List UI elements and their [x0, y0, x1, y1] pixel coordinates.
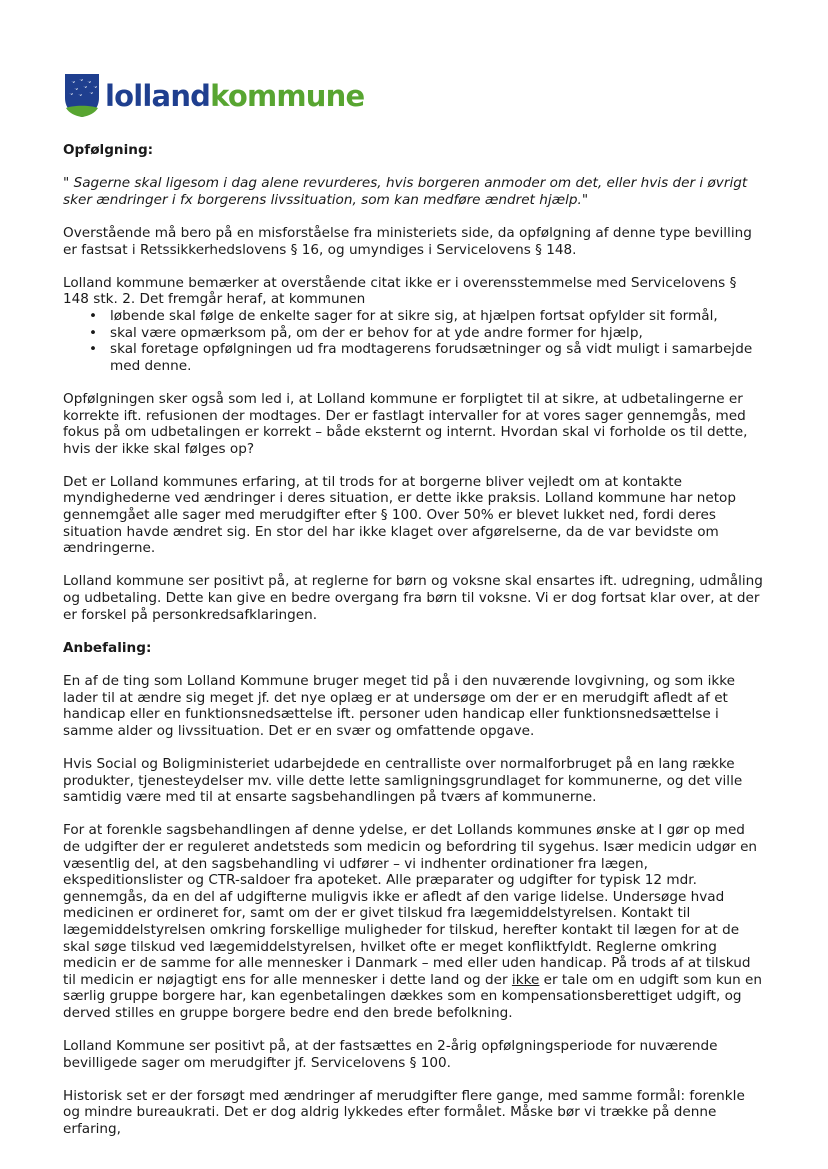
- text-run: er tale om en udgift som kun en særlig gruppe borgere har, kan egenbetalingen dækkes som en kompensationsberettiget udgift, og derved stilles en gruppe borgere bedre end den brede befolkning.: [63, 971, 763, 1021]
- paragraph: [63, 822, 765, 1021]
- heading-opfolgning: Opfølgning:: [63, 142, 154, 158]
- paragraph: Lolland kommune bemærker at overstående citat ikke er i overensstemmelse med Servicelovens § 148 stk. 2. Det fremgår heraf, at kommunen: [63, 274, 737, 308]
- paragraph: Hvis Social og Boligministeriet udarbejdede en centralliste over normalforbruget på en lang række produkter, tjenesteydelser mv. ville dette lette samligningsgrundlaget for kommunerne, og det ville samtidig være med til at ensarte sagsbehandlingen på tværs af kommunerne.: [63, 755, 743, 806]
- list-item: • skal foretage opfølgningen ud fra modtagerens forudsætninger og så vidt muligt i samarbejde med denne.: [110, 341, 765, 374]
- paragraph: Opfølgningen sker også som led i, at Lolland kommune er forpligtet til at sikre, at udbetalingerne er korrekte ift. refusionen der modtages. Der er fastlagt intervaller for at vores sager gennemgås, med fokus på om udbetalingen er korrekt – både eksternt og internt. Hvordan skal vi forholde os til dette, hvis der ikke skal følges op?: [63, 390, 748, 457]
- paragraph: Lolland Kommune ser positivt på, at der fastsættes en 2-årig opfølgningsperiode for nuværende bevilligede sager om merudgifter jf. Servicelovens § 100.: [63, 1038, 718, 1071]
- paragraph: Overstående må bero på en misforståelse fra ministeriets side, da opfølgning af denne type bevilling er fastsat i Retssikkerhedslovens § 16, og umyndiges i Servicelovens § 148.: [63, 224, 752, 258]
- paragraph: En af de ting som Lolland Kommune bruger meget tid på i den nuværende lovgivning, og som ikke lader til at ændre sig meget jf. det nye oplæg er at undersøge om der er en merudgift afledt af et handicap eller en funktionsnedsættelse ift. personer uden handicap eller funktionsnedsættelse i samme alder og livssituation. Det er en svær og omfattende opgave.: [63, 673, 736, 739]
- lolland-kommune-logo: [63, 72, 364, 118]
- logo-word-lolland: lolland: [105, 79, 211, 113]
- paragraph-with-list: [63, 275, 765, 375]
- logo-wordmark: [105, 79, 364, 113]
- text-run: For at forenkle sagsbehandlingen af denne ydelse, er det Lollands kommunes ønske at I gør op med de udgifter der er reguleret andetsteds som medicin og befordring til sygehus. Især medicin udgør en væsentlig del, at den sagsbehandling vi udfører – vi indhenter ordinationer fra lægen, ekspeditionslister og CTR-saldoer fra apoteket. Alle præparater og udgifter for typisk 12 mdr. gennemgås, da en del af udgifterne muligvis ikke er afledt af den varige lidelse. Undersøge hvad medicinen er ordineret for, samt om der er givet tilskud fra lægemiddelstyrelsen. Kontakt til lægemiddelstyrelsen omkring forskellige muligheder for tilskud, herefter kontakt til lægen for at de skal søge tilskud ved lægemiddelstyrelsen, hvilket ofte er meget konfliktfyldt. Reglerne omkring medicin er de samme for alle mennesker i Danmark – med eller uden handicap. På trods af at tilskud til medicin er nøjagtigt ens for alle mennesker i dette land og der: [63, 822, 758, 988]
- heading-anbefaling: Anbefaling:: [63, 639, 152, 656]
- bullet-list: [63, 308, 765, 374]
- list-item: • skal være opmærksom på, om der er behov for at yde andre former for hjælp,: [110, 325, 765, 342]
- paragraph: Det er Lolland kommunes erfaring, at til trods for at borgerne bliver vejledt om at kontakte myndighederne ved ændringer i deres situation, er dette ikke praksis. Lolland kommune har netop gennemgået alle sager med merudgifter efter § 100. Over 50% er blevet lukket ned, fordi deres situation havde ændret sig. En stor del har ikke klaget over afgørelserne, da de var bevidste om ændringerne.: [63, 473, 737, 557]
- logo-word-kommune: kommune: [210, 79, 365, 113]
- paragraph: Lolland kommune ser positivt på, at reglerne for børn og voksne skal ensartes ift. udregning, udmåling og udbetaling. Dette kan give en bedre overgang fra børn til voksne. Vi er dog fortsat klar over, at der er forskel på personkredsafklaringen.: [63, 573, 763, 623]
- list-item: • løbende skal følge de enkelte sager for at sikre sig, at hjælpen fortsat opfylder sit formål,: [110, 308, 765, 325]
- document-body: [63, 142, 765, 1154]
- paragraph: Historisk set er der forsøgt med ændringer af merudgifter flere gange, med samme formål: forenkle og mindre bureaukrati. Det er dog aldrig lykkedes efter formålet. Måske bør vi trække på denne erfaring,: [63, 1087, 745, 1138]
- underlined-word: ikke: [511, 971, 540, 988]
- lolland-shield-icon: [63, 72, 101, 118]
- quote-paragraph: " Sagerne skal ligesom i dag alene revurderes, hvis borgeren anmoder om det, eller hvis der i øvrigt sker ændringer i fx borgerens livssituation, som kan medføre ændret hjælp.": [63, 175, 748, 208]
